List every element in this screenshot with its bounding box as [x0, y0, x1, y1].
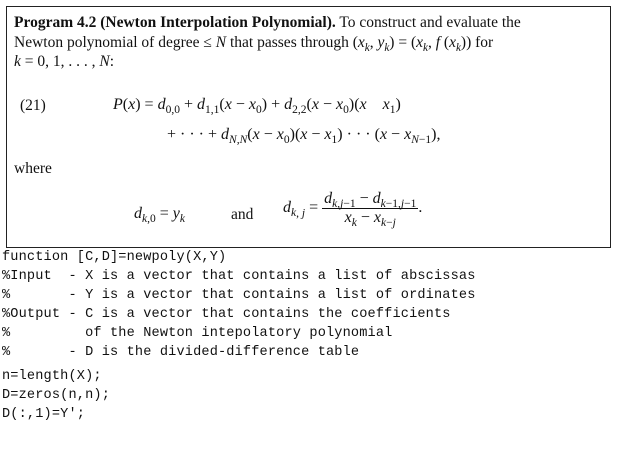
equation-dk0: $d_{k,0} = y_k$ [134, 205, 186, 226]
code-line-6: % - D is the divided-difference table [2, 345, 360, 360]
program-heading: Program 4.2 (Newton Interpolation Polynomial). [14, 14, 336, 31]
code-line-1: function [C,D]=newpoly(X,Y) [2, 250, 227, 265]
code-line-9: D(:,1)=Y'; [2, 407, 86, 422]
program-description-line3: k = 0, 1, . . . , N: [14, 53, 115, 70]
code-line-5: % of the Newton intepolatory polynomial [2, 326, 393, 341]
equation-dkj: $d_{k, j}$ = $\frac{d_{k,j-1} - d_{k-1,j-1}}{x_k - x_{k-j}}$ . [283, 190, 423, 230]
program-description-line1: To construct and evaluate the [339, 14, 521, 31]
code-line-2: %Input - X is a vector that contains a list of abscissas [2, 269, 476, 284]
equation-line2: + · · · + $d_{N,N}(x - x_0)(x - x_1)$ · · · $(x - x_{N-1})$, [167, 126, 441, 147]
and-label: and [231, 206, 254, 223]
program-header [14, 14, 521, 32]
equation-number: (21) [20, 97, 46, 114]
equation-line1: $P(x) = d_{0,0} + d_{1,1}(x - x_0) + d_{2,2}(x - x_0)(x$ $x_1$) [113, 96, 401, 117]
code-line-8: D=zeros(n,n); [2, 388, 110, 403]
code-line-4: %Output - C is a vector that contains the coefficients [2, 307, 451, 322]
code-line-3: % - Y is a vector that contains a list of ordinates [2, 288, 476, 303]
code-line-7: n=length(X); [2, 369, 102, 384]
where-label: where [14, 160, 52, 177]
divided-difference-fraction: $\frac{d_{k,j-1} - d_{k-1,j-1}}{x_k - x_{k-j}}$ [324, 190, 417, 230]
program-description-line2: Newton polynomial of degree ≤ N that passes through ($x_k$, $y_k) = (x_k$, f $(x_k)$) for [14, 34, 494, 55]
